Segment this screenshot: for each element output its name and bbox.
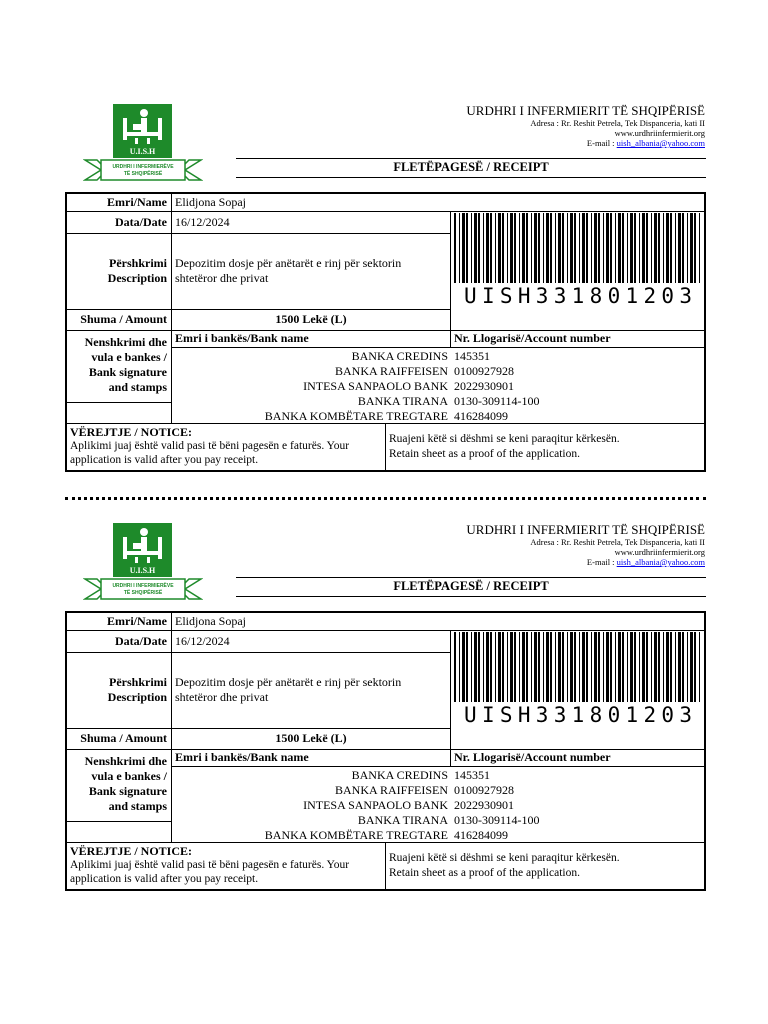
org-website: www.urdhriinfermierit.org <box>614 547 705 557</box>
barcode-text: UISH331801203 <box>464 703 692 724</box>
svg-text:URDHRI I INFERMIERËVE: URDHRI I INFERMIERËVE <box>112 164 174 170</box>
barcode-bar <box>634 213 636 283</box>
barcode-bar <box>675 632 676 702</box>
barcode-bar <box>642 632 645 702</box>
barcode-bar <box>586 213 588 283</box>
bank-name: BANKA TIRANA <box>357 813 448 827</box>
barcode-bar <box>490 632 492 702</box>
bank-account-number: 0100927928 <box>454 783 514 797</box>
notice-left-text: Aplikimi juaj është valid pasi të bëni pagesën e faturës. Your application is valid after you pay receipt. <box>70 859 350 885</box>
barcode-bar <box>682 632 684 702</box>
barcode-bar <box>567 213 568 283</box>
barcode-bar <box>687 213 688 283</box>
barcode-bar <box>546 213 549 283</box>
svg-text:TË SHQIPËRISË: TË SHQIPËRISË <box>123 590 163 596</box>
barcode-bar <box>622 213 624 283</box>
barcode-bar <box>699 213 700 283</box>
barcode-bar <box>519 632 520 702</box>
name-value: Elidjona Sopaj <box>175 614 246 628</box>
notice-title: VËREJTJE / NOTICE: <box>70 844 193 858</box>
barcode-bar <box>615 632 616 702</box>
barcode-bar <box>526 213 528 283</box>
barcode-bar <box>510 632 513 702</box>
org-email-line <box>466 557 705 567</box>
barcode-bar <box>690 213 693 283</box>
barcode-bar <box>639 632 640 702</box>
bank-name: BANKA CREDINS <box>351 349 448 363</box>
barcode-bar <box>454 632 456 702</box>
receipt-form <box>65 611 706 891</box>
barcode-bar <box>498 632 501 702</box>
barcode-bar <box>690 632 693 702</box>
barcode-bar <box>678 213 681 283</box>
cut-line <box>65 497 706 500</box>
barcode-bar <box>534 632 537 702</box>
barcode-bar <box>562 632 564 702</box>
barcode-bar <box>550 213 552 283</box>
notice-section <box>67 843 704 891</box>
barcode-bar <box>543 213 544 283</box>
barcode-bar <box>459 213 460 283</box>
name-label: Emri/Name <box>107 195 167 209</box>
barcode-bar <box>570 632 573 702</box>
barcode-bar <box>522 632 525 702</box>
barcode-bar <box>514 213 516 283</box>
account-number-header: Nr. Llogarisë/Account number <box>454 331 611 345</box>
description-value: Depozitim dosje për anëtarët e rinj për sektorin shtetëror dhe privat <box>175 256 402 285</box>
barcode-bar <box>526 632 528 702</box>
barcode-bar <box>478 213 480 283</box>
date-value: 16/12/2024 <box>175 215 230 229</box>
barcode-bar <box>598 213 600 283</box>
org-email-link[interactable]: uish_albania@yahoo.com <box>616 138 705 148</box>
barcode-bar <box>654 632 657 702</box>
barcode-bar <box>603 213 604 283</box>
barcode-bar <box>531 632 532 702</box>
receipt-form <box>65 192 706 472</box>
barcode-bar <box>495 213 496 283</box>
barcode-bar <box>519 213 520 283</box>
barcode-bar <box>630 632 633 702</box>
uish-logo <box>83 104 203 184</box>
barcode-bar <box>558 213 561 283</box>
barcode <box>452 213 705 305</box>
barcode-bar <box>658 632 660 702</box>
barcode-bar <box>507 213 508 283</box>
barcode-bar <box>454 213 456 283</box>
svg-text:URDHRI I INFERMIERËVE: URDHRI I INFERMIERËVE <box>112 583 174 589</box>
barcode-bar <box>582 632 585 702</box>
account-number-header: Nr. Llogarisë/Account number <box>454 750 611 764</box>
barcode-bar <box>466 213 468 283</box>
receipt-copy-1 <box>0 90 768 480</box>
barcode-bar <box>543 632 544 702</box>
barcode-bar <box>666 213 669 283</box>
receipt <box>0 509 768 885</box>
barcode-bar <box>582 213 585 283</box>
barcode-bar <box>555 632 556 702</box>
barcode-bar <box>538 213 540 283</box>
barcode-bar <box>670 632 672 702</box>
bank-account-number: 2022930901 <box>454 379 514 393</box>
barcode-bar <box>570 213 573 283</box>
barcode-bar <box>579 632 580 702</box>
org-address: Adresa : Rr. Reshit Petrela, Tek Dispanceria, kati II <box>530 118 705 128</box>
bank-name-header: Emri i bankës/Bank name <box>175 331 309 345</box>
svg-text:TË SHQIPËRISË: TË SHQIPËRISË <box>123 171 163 177</box>
date-label: Data/Date <box>115 215 167 229</box>
barcode-bar <box>474 213 477 283</box>
barcode-bar <box>490 213 492 283</box>
receipt-title: FLETËPAGESË / RECEIPT <box>236 158 706 178</box>
barcode-bar <box>694 213 696 283</box>
bank-account-number: 0130-309114-100 <box>454 813 540 827</box>
barcode-bar <box>694 632 696 702</box>
barcode-bar <box>663 632 664 702</box>
barcode-bar <box>627 632 628 702</box>
description-label: Përshkrimi Description <box>107 256 167 285</box>
org-name: URDHRI I INFERMIERIT TË SHQIPËRISË <box>466 103 705 118</box>
barcode-bar <box>471 632 472 702</box>
barcode-bar <box>591 632 592 702</box>
bank-account-number: 2022930901 <box>454 798 514 812</box>
barcode-bar <box>574 632 576 702</box>
org-header <box>466 522 705 567</box>
notice-right-line1: Ruajeni këtë si dëshmi se keni paraqitur kërkesën. <box>389 433 620 445</box>
name-value: Elidjona Sopaj <box>175 195 246 209</box>
barcode-bar <box>550 632 552 702</box>
bank-name-header: Emri i bankës/Bank name <box>175 750 309 764</box>
description-value: Depozitim dosje për anëtarët e rinj për sektorin shtetëror dhe privat <box>175 675 402 704</box>
notice-right-line2: Retain sheet as a proof of the application. <box>389 448 580 460</box>
barcode-bar <box>495 632 496 702</box>
barcode-bar <box>586 632 588 702</box>
barcode-bar <box>658 213 660 283</box>
org-header <box>466 103 705 148</box>
notice-left-text: Aplikimi juaj është valid pasi të bëni pagesën e faturës. Your application is valid after you pay receipt. <box>70 440 350 466</box>
bank-name: BANKA CREDINS <box>351 768 448 782</box>
barcode-bar <box>646 213 648 283</box>
barcode-bar <box>598 632 600 702</box>
barcode-bar <box>642 213 645 283</box>
svg-text:U.I.S.H: U.I.S.H <box>129 147 156 156</box>
org-email-label: E-mail : <box>586 138 615 148</box>
bank-account-number: 0130-309114-100 <box>454 394 540 408</box>
barcode-bar <box>651 632 652 702</box>
barcode-bar <box>459 632 460 702</box>
notice-right-line1: Ruajeni këtë si dëshmi se keni paraqitur kërkesën. <box>389 852 620 864</box>
barcode-bar <box>483 213 484 283</box>
barcode-bar <box>483 632 484 702</box>
barcode-bar <box>670 213 672 283</box>
receipt-title: FLETËPAGESË / RECEIPT <box>236 577 706 597</box>
barcode-bar <box>654 213 657 283</box>
amount-label: Shuma / Amount <box>80 312 167 326</box>
notice-section <box>67 424 704 472</box>
receipt-copy-2 <box>0 509 768 899</box>
barcode-bar <box>678 632 681 702</box>
barcode-bar <box>618 213 621 283</box>
barcode-bar <box>522 213 525 283</box>
bank-account-number: 145351 <box>454 349 490 363</box>
barcode-bar <box>606 213 609 283</box>
barcode-bar <box>639 213 640 283</box>
barcode-bar <box>471 213 472 283</box>
barcode-text: UISH331801203 <box>464 284 692 305</box>
barcode-bar <box>567 632 568 702</box>
bank-signature-label: Nenshkrimi dhe vula e bankes / Bank signature and stamps <box>84 335 167 394</box>
receipt <box>0 90 768 466</box>
bank-name: BANKA RAIFFEISEN <box>334 783 448 797</box>
bank-name: INTESA SANPAOLO BANK <box>303 798 448 812</box>
barcode-bar <box>474 632 477 702</box>
barcode-bar <box>462 213 465 283</box>
bank-name: BANKA KOMBËTARE TREGTARE <box>264 409 448 423</box>
barcode-bar <box>594 213 597 283</box>
barcode-bar <box>610 632 612 702</box>
barcode-bar <box>502 632 504 702</box>
amount-value: 1500 Lekë (L) <box>275 312 347 326</box>
barcode-bar <box>634 632 636 702</box>
barcode-bar <box>591 213 592 283</box>
barcode-bar <box>510 213 513 283</box>
uish-logo <box>83 523 203 603</box>
barcode-bar <box>534 213 537 283</box>
barcode-bar <box>615 213 616 283</box>
barcode-bar <box>687 632 688 702</box>
bank-name: BANKA RAIFFEISEN <box>334 364 448 378</box>
barcode-bar <box>630 213 633 283</box>
barcode-bar <box>594 632 597 702</box>
notice-right-line2: Retain sheet as a proof of the application. <box>389 867 580 879</box>
barcode-bar <box>682 213 684 283</box>
barcode-bar <box>498 213 501 283</box>
barcode-bar <box>606 632 609 702</box>
amount-label: Shuma / Amount <box>80 731 167 745</box>
bank-account-number: 145351 <box>454 768 490 782</box>
org-email-link[interactable]: uish_albania@yahoo.com <box>616 557 705 567</box>
barcode-bar <box>663 213 664 283</box>
date-value: 16/12/2024 <box>175 634 230 648</box>
svg-text:U.I.S.H: U.I.S.H <box>129 566 156 575</box>
barcode <box>452 632 705 724</box>
bank-account-number: 416284099 <box>454 409 508 423</box>
name-label: Emri/Name <box>107 614 167 628</box>
barcode-bar <box>514 632 516 702</box>
description-label: Përshkrimi Description <box>107 675 167 704</box>
barcode-bar <box>558 632 561 702</box>
barcode-bar <box>651 213 652 283</box>
org-website: www.urdhriinfermierit.org <box>614 128 705 138</box>
barcode-bar <box>486 213 489 283</box>
org-email-label: E-mail : <box>586 557 615 567</box>
bank-name: BANKA KOMBËTARE TREGTARE <box>264 828 448 842</box>
barcode-bar <box>666 632 669 702</box>
bank-account-number: 416284099 <box>454 828 508 842</box>
barcode-bar <box>610 213 612 283</box>
barcode-bar <box>507 632 508 702</box>
barcode-bar <box>622 632 624 702</box>
barcode-bar <box>546 632 549 702</box>
barcode-bar <box>675 213 676 283</box>
org-email-line <box>466 138 705 148</box>
barcode-bar <box>699 632 700 702</box>
bank-account-number: 0100927928 <box>454 364 514 378</box>
barcode-bar <box>502 213 504 283</box>
barcode-bar <box>486 632 489 702</box>
barcode-bar <box>466 632 468 702</box>
amount-value: 1500 Lekë (L) <box>275 731 347 745</box>
barcode-bar <box>646 632 648 702</box>
barcode-bar <box>538 632 540 702</box>
bank-name: BANKA TIRANA <box>357 394 448 408</box>
notice-title: VËREJTJE / NOTICE: <box>70 425 193 439</box>
org-name: URDHRI I INFERMIERIT TË SHQIPËRISË <box>466 522 705 537</box>
barcode-bar <box>555 213 556 283</box>
barcode-bar <box>579 213 580 283</box>
barcode-bar <box>478 632 480 702</box>
bank-name: INTESA SANPAOLO BANK <box>303 379 448 393</box>
barcode-bar <box>462 632 465 702</box>
bank-signature-label: Nenshkrimi dhe vula e bankes / Bank signature and stamps <box>84 754 167 813</box>
barcode-bar <box>618 632 621 702</box>
barcode-bar <box>603 632 604 702</box>
org-address: Adresa : Rr. Reshit Petrela, Tek Dispanceria, kati II <box>530 537 705 547</box>
barcode-bar <box>531 213 532 283</box>
barcode-bar <box>562 213 564 283</box>
date-label: Data/Date <box>115 634 167 648</box>
barcode-bar <box>574 213 576 283</box>
barcode-bar <box>627 213 628 283</box>
